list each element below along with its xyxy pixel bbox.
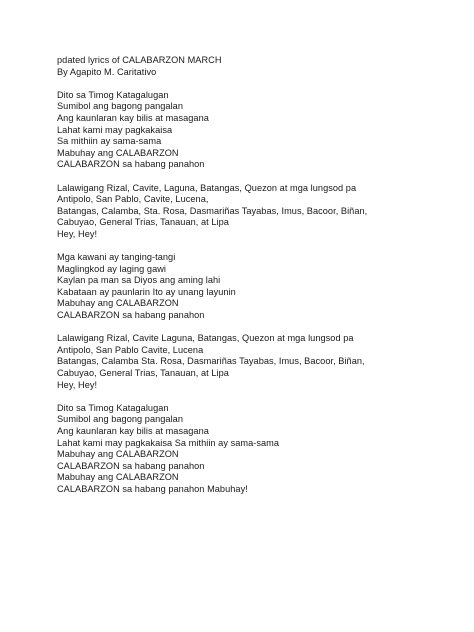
lyric-line: Lalawigang Rizal, Cavite, Laguna, Batangas, Quezon at mga lungsod pa [57, 182, 357, 193]
lyric-line: Sumibol ang bagong pangalan [57, 101, 183, 112]
lyric-line: Batangas, Calamba Sta. Rosa, Dasmariñas Tayabas, Imus, Bacoor, Biñan, [57, 356, 365, 367]
lyric-line: Antipolo, San Pablo, Cavite, Lucena, [57, 194, 209, 205]
lyric-line: CALABARZON sa habang panahon [57, 460, 205, 471]
lyric-line: Dito sa Timog Katagalugan [57, 402, 169, 413]
lyric-line: Kaylan pa man sa Diyos ang aming lahi [57, 275, 221, 286]
lyric-line: Hey, Hey! [57, 228, 98, 239]
stanza [57, 183, 457, 241]
lyric-line: CALABARZON sa habang panahon [57, 159, 205, 170]
lyrics-content [57, 55, 457, 496]
stanza [57, 403, 457, 496]
lyric-line: Sa mithiin ay sama-sama [57, 136, 162, 147]
lyric-line: Mabuhay ang CALABARZON [57, 298, 179, 309]
lyric-line: Batangas, Calamba, Sta. Rosa, Dasmariñas Tayabas, Imus, Bacoor, Biñan, [57, 205, 368, 216]
stanza [57, 252, 457, 322]
lyric-line: Lahat kami may pagkakaisa Sa mithiin ay sama-sama [57, 437, 280, 448]
lyric-line: Dito sa Timog Katagalugan [57, 89, 169, 100]
lyric-line: Ang kaunlaran kay bilis at masagana [57, 112, 209, 123]
lyric-line: Sumibol ang bagong pangalan [57, 414, 183, 425]
lyric-line: Mabuhay ang CALABARZON [57, 472, 179, 483]
lyric-line: Cabuyao, General Trias, Tanauan, at Lipa [57, 368, 229, 379]
lyric-line: Antipolo, San Pablo Cavite, Lucena [57, 344, 204, 355]
lyric-line: CALABARZON sa habang panahon [57, 310, 205, 321]
lyric-line: Lahat kami may pagkakaisa [57, 124, 173, 135]
lyric-line: Ang kaunlaran kay bilis at masagana [57, 426, 209, 436]
stanza [57, 90, 457, 171]
lyric-line: Mabuhay ang CALABARZON [57, 147, 179, 158]
lyric-line: Kabataan ay paunlarin Ito ay unang layunin [57, 286, 236, 297]
stanza [57, 333, 457, 391]
lyric-line: Mabuhay ang CALABARZON [57, 449, 179, 460]
document-author: By Agapito M. Caritativo [57, 66, 157, 77]
lyric-line: CALABARZON sa habang panahon Mabuhay! [57, 483, 248, 494]
document-title: pdated lyrics of CALABARZON MARCH [57, 55, 222, 65]
lyric-line: Mga kawani ay tanging-tangi [57, 252, 176, 263]
lyric-line: Hey, Hey! [57, 379, 98, 390]
lyric-line: Lalawigang Rizal, Cavite Laguna, Batangas, Quezon at mga lungsod pa [57, 333, 354, 344]
lyric-line: Maglingkod ay laging gawi [57, 263, 167, 274]
lyric-line: Cabuyao, General Trias, Tanauan, at Lipa [57, 217, 229, 228]
